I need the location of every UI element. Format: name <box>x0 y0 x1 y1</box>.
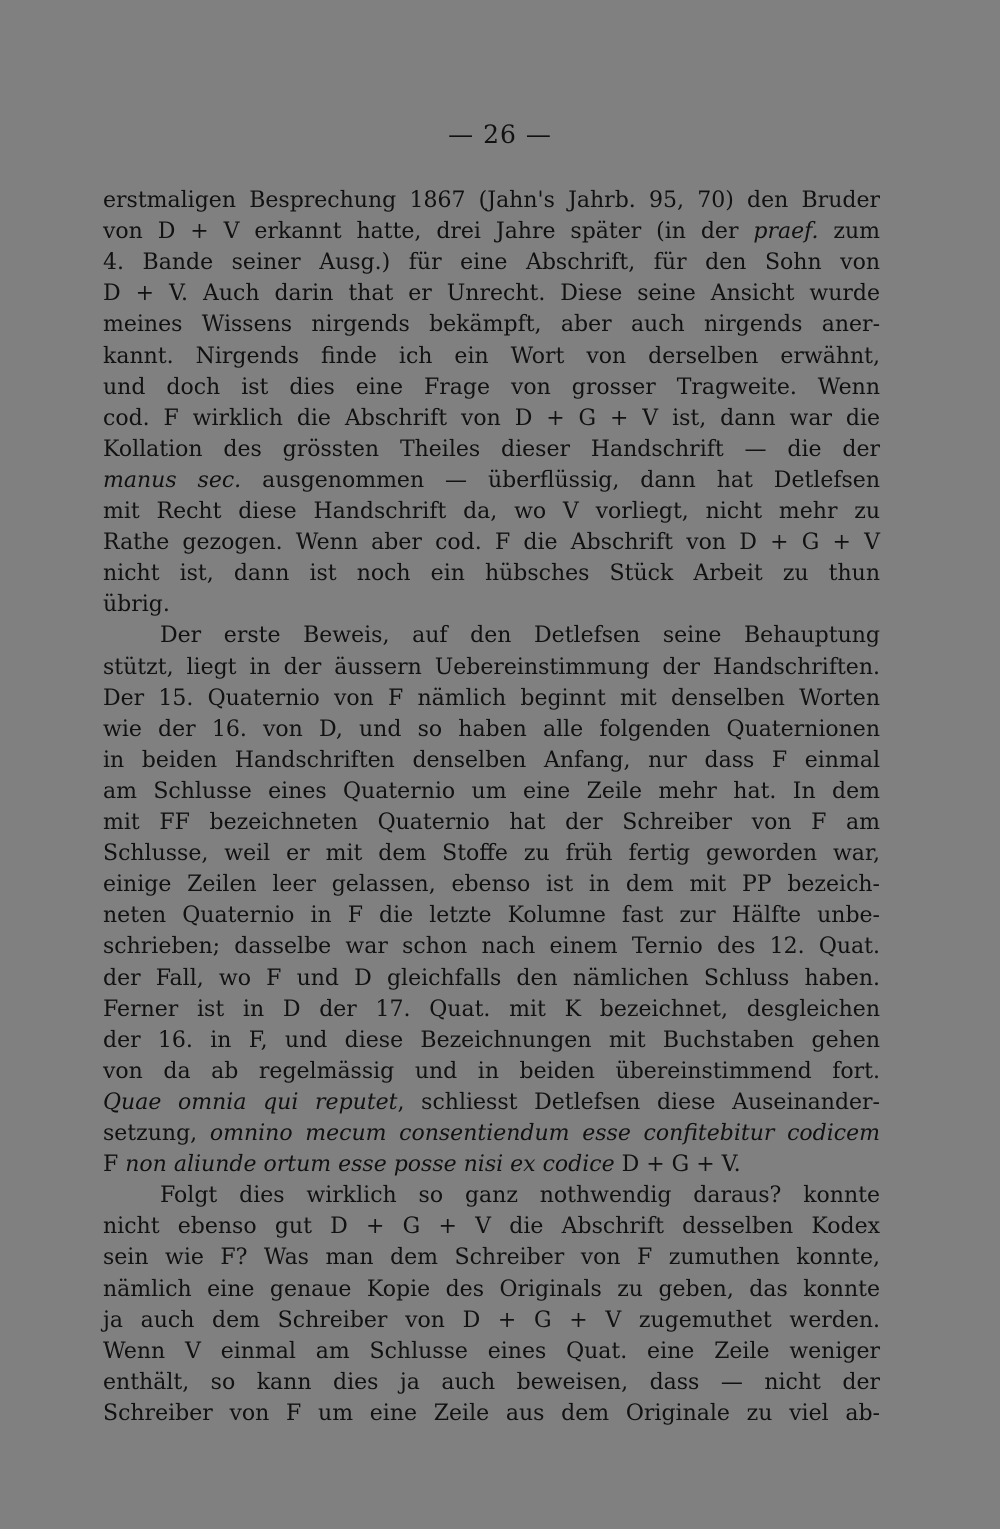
text-line <box>103 589 880 620</box>
text-line <box>103 558 880 589</box>
text-segment: Rathe gezogen. Wenn aber cod. F die Abschrift von D + G + V <box>103 530 880 556</box>
italic-text: omnino mecum consentiendum esse confitebitur codicem <box>209 1121 880 1146</box>
text-line <box>103 683 880 714</box>
text-line <box>103 1025 880 1056</box>
text-segment: Folgt dies wirklich so ganz nothwendig daraus? konnte <box>160 1183 880 1209</box>
text-segment: schrieben; dasselbe war schon nach einem Ternio des 12. Quat. <box>103 934 880 960</box>
text-line <box>103 1149 880 1180</box>
text-segment: nicht ist, dann ist noch ein hübsches Stück Arbeit zu thun <box>103 561 880 587</box>
italic-text: manus sec. <box>103 467 242 493</box>
text-line <box>103 931 880 962</box>
text-segment: neten Quaternio in F die letzte Kolumne fast zur Hälfte unbe- <box>103 903 880 929</box>
text-segment: mit FF bezeichneten Quaternio hat der Schreiber von F am <box>103 810 880 835</box>
text-segment: ausgenommen — überflüssig, dann hat Detlefsen <box>241 467 880 493</box>
text-segment: nämlich eine genaue Kopie des Originals zu geben, das konnte <box>103 1276 880 1302</box>
text-segment: D + V. Auch darin that er Unrecht. Diese seine Ansicht wurde <box>103 281 880 307</box>
text-segment: Der 15. Quaternio von F nämlich beginnt mit denselben Worten <box>103 685 880 711</box>
text-segment: Schlusse, weil er mit dem Stoffe zu früh fertig geworden war, <box>103 841 880 867</box>
text-line <box>103 216 880 247</box>
text-segment: 4. Bande seiner Ausg.) für eine Abschrift, für den Sohn von <box>103 250 880 276</box>
text-segment: zum <box>818 219 880 245</box>
text-segment: D + G + V. <box>614 1152 741 1178</box>
text-segment: einige Zeilen leer gelassen, ebenso ist in dem mit PP bezeich- <box>103 872 880 898</box>
text-line <box>103 341 880 372</box>
text-segment: wie der 16. von D, und so haben alle folgenden Quaternionen <box>103 716 880 742</box>
text-line <box>103 776 880 807</box>
text-line <box>103 465 880 496</box>
text-line <box>103 1274 880 1305</box>
text-segment: cod. F wirklich die Abschrift von D + G + V ist, dann war die <box>103 405 880 431</box>
text-line <box>103 745 880 776</box>
text-segment: F <box>103 1152 126 1178</box>
text-segment: kannt. Nirgends finde ich ein Wort von derselben erwähnt, <box>103 343 880 369</box>
text-segment: nicht ebenso gut D + G + V die Abschrift desselben Kodex <box>103 1214 880 1240</box>
text-segment: und doch ist dies eine Frage von grosser Tragweite. Wenn <box>103 374 880 400</box>
text-segment: mit Recht diese Handschrift da, wo V vorliegt, nicht mehr zu <box>103 499 880 524</box>
text-line <box>103 963 880 994</box>
text-line <box>103 1056 880 1087</box>
text-line <box>103 994 880 1025</box>
text-segment: sein wie F? Was man dem Schreiber von F zumuthen konnte, <box>103 1245 880 1271</box>
text-segment: stützt, liegt in der äussern Uebereinstimmung der Handschriften. <box>103 654 880 680</box>
text-line <box>103 1087 880 1118</box>
text-line <box>103 869 880 900</box>
text-segment: Ferner ist in D der 17. Quat. mit K bezeichnet, desgleichen <box>103 996 880 1022</box>
text-line <box>103 714 880 745</box>
text-segment: Schreiber von F um eine Zeile aus dem Originale zu viel ab- <box>103 1400 880 1426</box>
text-line <box>160 1180 880 1211</box>
text-line <box>103 496 880 527</box>
page-number: — 26 — <box>448 120 552 149</box>
text-line <box>103 1367 880 1398</box>
text-line <box>103 1398 880 1429</box>
text-line <box>103 652 880 683</box>
text-line <box>103 403 880 434</box>
text-line <box>103 247 880 278</box>
text-line <box>103 807 880 838</box>
text-segment: von D + V erkannt hatte, drei Jahre später (in der <box>103 219 754 245</box>
text-line <box>103 372 880 403</box>
text-line <box>103 309 880 340</box>
text-segment: übrig. <box>103 592 170 618</box>
text-line <box>160 620 880 651</box>
text-segment: Der erste Beweis, auf den Detlefsen seine Behauptung <box>160 623 880 649</box>
text-segment: meines Wissens nirgends bekämpft, aber auch nirgends aner- <box>103 312 880 338</box>
italic-text: non aliunde ortum esse posse nisi ex codice <box>125 1152 615 1178</box>
text-segment: in beiden Handschriften denselben Anfang, nur dass F einmal <box>103 747 880 773</box>
text-line <box>103 434 880 465</box>
italic-text: praef. <box>753 219 819 245</box>
text-segment: am Schlusse eines Quaternio um eine Zeile mehr hat. In dem <box>103 778 880 804</box>
text-segment: von da ab regelmässig und in beiden übereinstimmend fort. <box>103 1058 880 1084</box>
text-segment: enthält, so kann dies ja auch beweisen, dass — nicht der <box>103 1369 880 1395</box>
text-segment: , schliesst Detlefsen diese Auseinander- <box>397 1089 880 1115</box>
text-segment: der 16. in F, und diese Bezeichnungen mit Buchstaben gehen <box>103 1027 880 1053</box>
text-line <box>103 278 880 309</box>
italic-text: Quae omnia qui reputet <box>103 1089 398 1115</box>
text-line <box>103 1336 880 1367</box>
text-segment: setzung, <box>103 1121 210 1146</box>
text-line <box>103 900 880 931</box>
text-segment: der Fall, wo F und D gleichfalls den nämlichen Schluss haben. <box>103 965 880 991</box>
text-segment: erstmaligen Besprechung 1867 (Jahn's Jahrb. 95, 70) den Bruder <box>103 188 880 213</box>
text-segment: ja auch dem Schreiber von D + G + V zugemuthet werden. <box>103 1307 880 1333</box>
text-line <box>103 1242 880 1273</box>
text-line <box>103 185 880 216</box>
text-line <box>103 1211 880 1242</box>
text-segment: Wenn V einmal am Schlusse eines Quat. eine Zeile weniger <box>103 1338 880 1364</box>
text-line <box>103 1305 880 1336</box>
text-line <box>103 1118 880 1149</box>
text-line <box>103 838 880 869</box>
text-segment: Kollation des grössten Theiles dieser Handschrift — die der <box>103 436 880 462</box>
text-line <box>103 527 880 558</box>
